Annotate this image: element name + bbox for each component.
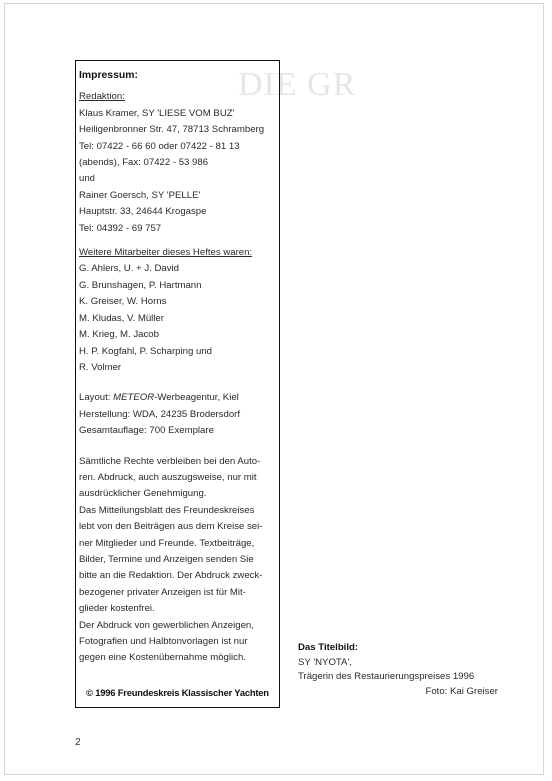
editor1-phone-evening: (abends), Fax: 07422 - 53 986 <box>79 157 209 169</box>
rights-line: ausdrücklicher Genehmigung. <box>79 488 207 500</box>
spacer <box>79 440 279 454</box>
layout-prefix: Layout: <box>79 392 114 404</box>
caption-title: Das Titelbild: <box>298 642 359 653</box>
editor1-address: Heiligenbronner Str. 47, 78713 Schramberg <box>79 124 265 136</box>
redaktion-label: Redaktion: <box>79 91 125 103</box>
rights-line: ner Mitglieder und Freunde. Textbeiträge, <box>79 537 255 549</box>
bleed-through-title: DIE GR <box>238 66 357 103</box>
rights-line: Fotografien und Halbtonvorlagen ist nur <box>79 636 248 647</box>
contributor-line: H. P. Kogfahl, P. Scharping und <box>79 345 212 357</box>
editor2-phone: Tel: 04392 - 69 757 <box>79 222 162 234</box>
production-credit: Herstellung: WDA, 24235 Brodersdorf <box>79 408 241 420</box>
rights-line: Das Mitteilungsblatt des Freundeskreises <box>79 504 255 516</box>
page-number: 2 <box>75 737 81 748</box>
impressum-box <box>75 60 280 708</box>
rights-line: Sämtliche Rechte verbleiben bei den Auto- <box>79 455 261 467</box>
caption-line: SY 'NYOTA', <box>298 656 352 668</box>
rights-line: gegen eine Kostenübernahme möglich. <box>79 652 246 664</box>
spacer <box>79 376 279 390</box>
contributor-line: G. Ahlers, U. + J. David <box>79 263 179 275</box>
editor2-name: Rainer Goersch, SY 'PELLE' <box>79 189 201 201</box>
contributors-label: Weitere Mitarbeiter dieses Heftes waren: <box>79 247 253 259</box>
photo-credit: Foto: Kai Greiser <box>425 685 498 697</box>
rights-line: glieder kostenfrei. <box>79 603 155 615</box>
rights-line: bitte an die Redaktion. Der Abdruck zweck- <box>79 570 263 582</box>
editor2-address: Hauptstr. 33, 24644 Krogaspe <box>79 206 207 218</box>
contributor-line: R. Volmer <box>79 361 122 373</box>
connector-und: und <box>79 173 96 185</box>
spacer <box>79 237 279 245</box>
contributor-line: M. Kludas, V. Müller <box>79 312 164 324</box>
rights-line: Der Abdruck von gewerblichen Anzeigen, <box>79 619 254 631</box>
copyright-notice: © 1996 Freundeskreis Klassischer Yachten <box>86 686 269 698</box>
editor1-phone: Tel: 07422 - 66 60 oder 07422 - 81 13 <box>79 140 240 152</box>
rights-line: lebt von den Beiträgen aus dem Kreise sei- <box>79 521 263 533</box>
rights-line: bezogener privater Anzeigen ist für Mit- <box>79 586 246 598</box>
impressum-heading: Impressum: <box>79 70 138 81</box>
layout-suffix: -Werbeagentur, Kiel <box>154 392 239 404</box>
contributor-line: G. Brunshagen, P. Hartmann <box>79 279 202 291</box>
rights-line: ren. Abdruck, auch auszugsweise, nur mit <box>79 471 257 483</box>
layout-credit <box>79 390 279 406</box>
rights-paragraph <box>79 454 279 667</box>
contributor-line: M. Krieg, M. Jacob <box>79 329 159 341</box>
editor1-name: Klaus Kramer, SY 'LIESE VOM BUZ' <box>79 107 235 119</box>
circulation: Gesamtauflage: 700 Exemplare <box>79 425 214 437</box>
rights-line: Bilder, Termine und Anzeigen senden Sie <box>79 553 254 565</box>
cover-caption <box>298 641 508 699</box>
contributor-line: K. Greiser, W. Horns <box>79 296 167 308</box>
caption-line: Trägerin des Restaurierungspreises 1996 <box>298 671 475 683</box>
layout-agency: METEOR <box>113 392 155 404</box>
